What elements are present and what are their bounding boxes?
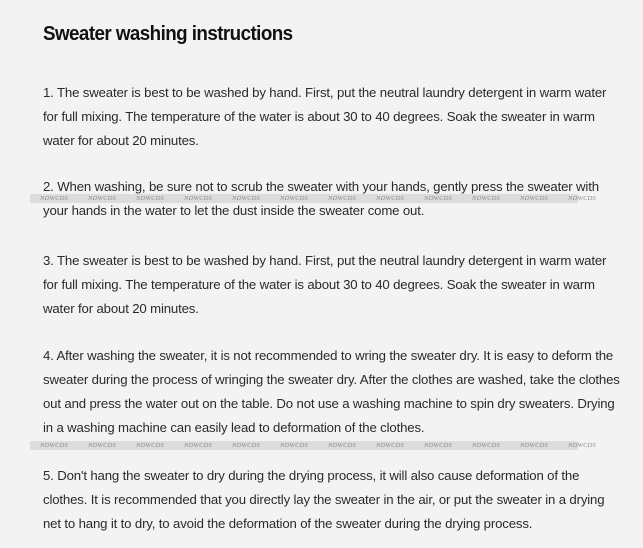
instruction-paragraph-4: [43, 344, 643, 440]
paragraph-line: 3. The sweater is best to be washed by hand. First, put the neutral laundry detergent in warm water: [43, 253, 607, 268]
watermark-text: NDWCDS: [328, 442, 356, 449]
instruction-paragraph-3: [43, 249, 643, 321]
paragraph-line: 2. When washing, be sure not to scrub the sweater with your hands, gently press the sweater with: [43, 179, 599, 194]
watermark-text: NDWCDS: [40, 195, 68, 202]
watermark-text: NDWCDS: [184, 195, 212, 202]
watermark-text: NDWCDS: [568, 442, 596, 449]
paragraph-line: sweater during the process of wringing the sweater dry. After the clothes are washed, take the clothes: [43, 372, 620, 387]
watermark-text: NDWCDS: [472, 442, 500, 449]
watermark-text: NDWCDS: [424, 442, 452, 449]
instruction-paragraph-1: [43, 81, 643, 153]
watermark-text: NDWCDS: [136, 195, 164, 202]
paragraph-line: in a washing machine can easily lead to deformation of the clothes.: [43, 420, 425, 435]
watermark-text: NDWCDS: [472, 195, 500, 202]
paragraph-line: for full mixing. The temperature of the water is about 30 to 40 degrees. Soak the sweater in warm: [43, 109, 595, 124]
watermark-strip-2: [30, 441, 596, 450]
paragraph-line: net to hang it to dry, to avoid the deformation of the sweater during the drying process.: [43, 516, 533, 531]
watermark-text: NDWCDS: [232, 195, 260, 202]
watermark-text: NDWCDS: [184, 442, 212, 449]
paragraph-line: 5. Don't hang the sweater to dry during the drying process, it will also cause deformation of the: [43, 468, 580, 483]
paragraph-line: your hands in the water to let the dust inside the sweater come out.: [43, 203, 425, 218]
watermark-text: NDWCDS: [568, 195, 596, 202]
watermark-text: NDWCDS: [136, 442, 164, 449]
paragraph-line: clothes. It is recommended that you directly lay the sweater in the air, or put the sweater in a drying: [43, 492, 605, 507]
paragraph-line: 4. After washing the sweater, it is not recommended to wring the sweater dry. It is easy to deform the: [43, 348, 614, 363]
paragraph-line: water for about 20 minutes.: [43, 133, 199, 148]
page-title: Sweater washing instructions: [43, 23, 293, 45]
watermark-text: NDWCDS: [88, 442, 116, 449]
paragraph-line: 1. The sweater is best to be washed by hand. First, put the neutral laundry detergent in warm water: [43, 85, 607, 100]
watermark-strip-1: [30, 194, 596, 203]
watermark-text: NDWCDS: [280, 195, 308, 202]
watermark-text: NDWCDS: [232, 442, 260, 449]
watermark-text: NDWCDS: [376, 442, 404, 449]
watermark-text: NDWCDS: [280, 442, 308, 449]
watermark-text: NDWCDS: [376, 195, 404, 202]
instruction-paragraph-5: [43, 464, 643, 536]
watermark-text: NDWCDS: [424, 195, 452, 202]
paragraph-line: water for about 20 minutes.: [43, 301, 199, 316]
watermark-text: NDWCDS: [520, 195, 548, 202]
watermark-text: NDWCDS: [520, 442, 548, 449]
watermark-text: NDWCDS: [88, 195, 116, 202]
paragraph-line: for full mixing. The temperature of the water is about 30 to 40 degrees. Soak the sweater in warm: [43, 277, 595, 292]
paragraph-line: out and press the water out on the table. Do not use a washing machine to spin dry sweaters. Drying: [43, 396, 615, 411]
watermark-text: NDWCDS: [328, 195, 356, 202]
watermark-text: NDWCDS: [40, 442, 68, 449]
